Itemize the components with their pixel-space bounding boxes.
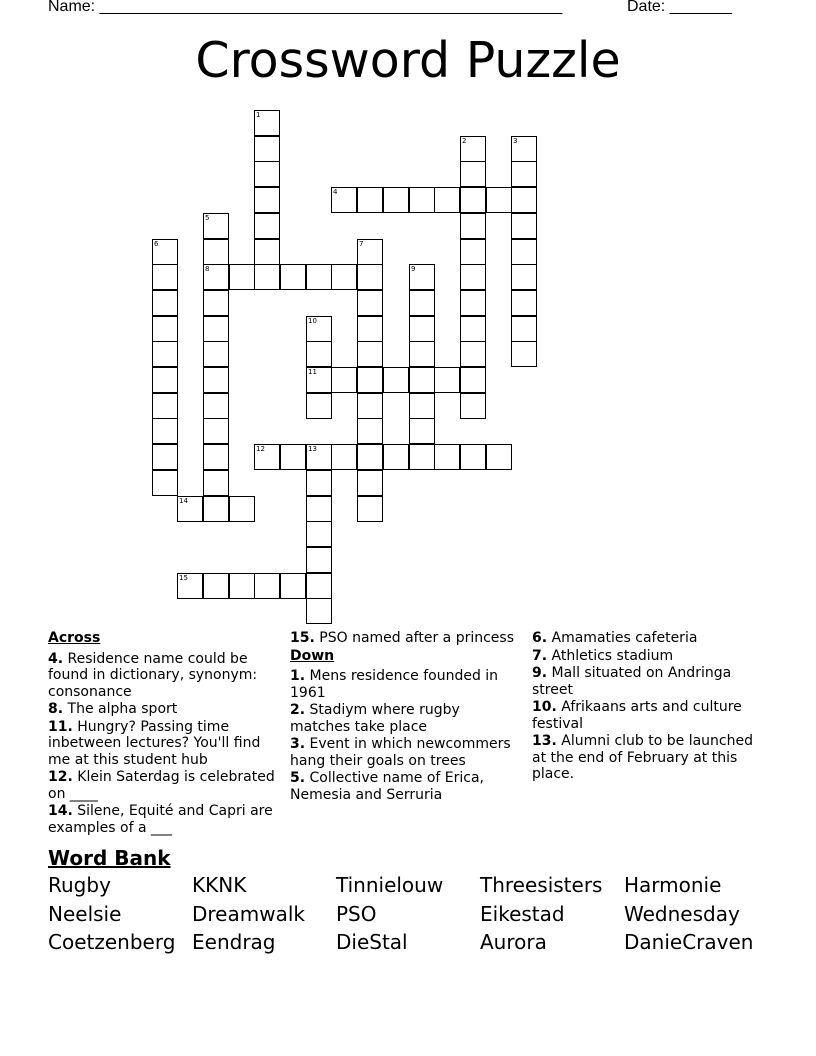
grid-cell[interactable] [409, 341, 435, 367]
grid-cell[interactable] [229, 264, 255, 290]
grid-cell[interactable] [152, 418, 178, 444]
grid-cell[interactable] [511, 290, 537, 316]
page-title: Crossword Puzzle [195, 32, 621, 89]
grid-cell[interactable] [460, 341, 486, 367]
grid-cell[interactable] [203, 573, 229, 599]
clue-number: 5 [205, 214, 210, 222]
clue-number: 12 [256, 445, 265, 453]
grid-cell[interactable] [152, 393, 178, 419]
grid-cell[interactable] [409, 418, 435, 444]
grid-cell[interactable] [203, 470, 229, 496]
grid-cell[interactable] [306, 573, 332, 599]
grid-cell[interactable] [254, 110, 280, 136]
grid-cell[interactable] [306, 444, 332, 470]
down-clue: 5. Collective name of Erica, Nemesia and Serruria [290, 770, 484, 803]
word-bank-item: Eikestad [480, 902, 565, 926]
grid-cell[interactable] [460, 264, 486, 290]
grid-cell[interactable] [511, 136, 537, 162]
clue-number: 13 [308, 445, 317, 453]
word-bank-item: Rugby [48, 873, 111, 897]
grid-cell[interactable] [409, 187, 435, 213]
grid-cell[interactable] [331, 444, 357, 470]
grid-cell[interactable] [203, 239, 229, 265]
clue-number: 1 [256, 111, 261, 119]
down-clue: 13. Alumni club to be launched at the end of February at this place. [532, 733, 753, 782]
grid-cell[interactable] [203, 418, 229, 444]
word-bank-item: Harmonie [624, 873, 722, 897]
grid-cell[interactable] [383, 367, 409, 393]
down-clue: 2. Stadiym where rugby matches take place [290, 702, 460, 735]
grid-cell[interactable] [486, 444, 512, 470]
grid-cell[interactable] [434, 444, 460, 470]
clue-number: 9 [411, 265, 416, 273]
grid-cell[interactable] [203, 496, 229, 522]
clue-number: 15 [179, 574, 188, 582]
down-clue: 9. Mall situated on Andringa street [532, 665, 732, 698]
grid-cell[interactable] [409, 367, 435, 393]
word-bank-item: DanieCraven [624, 930, 754, 954]
grid-cell[interactable] [357, 239, 383, 265]
across-clue: 12. Klein Saterdag is celebrated on ____ [48, 769, 275, 802]
across-clue: 15. PSO named after a princess [290, 630, 515, 646]
grid-cell[interactable] [357, 393, 383, 419]
grid-cell[interactable] [254, 161, 280, 187]
grid-cell[interactable] [254, 187, 280, 213]
grid-cell[interactable] [280, 573, 306, 599]
grid-cell[interactable] [203, 393, 229, 419]
grid-cell[interactable] [357, 341, 383, 367]
grid-cell[interactable] [177, 573, 203, 599]
grid-cell[interactable] [460, 161, 486, 187]
word-bank-item: PSO [336, 902, 377, 926]
grid-cell[interactable] [409, 316, 435, 342]
down-clue: 3. Event in which newcommers hang their goals on trees [290, 736, 511, 769]
grid-cell[interactable] [383, 444, 409, 470]
across-heading: Across [48, 630, 101, 646]
clue-number: 14 [179, 497, 188, 505]
grid-cell[interactable] [409, 444, 435, 470]
grid-cell[interactable] [409, 264, 435, 290]
grid-cell[interactable] [203, 444, 229, 470]
grid-cell[interactable] [152, 367, 178, 393]
grid-cell[interactable] [357, 264, 383, 290]
grid-cell[interactable] [460, 316, 486, 342]
grid-cell[interactable] [254, 136, 280, 162]
grid-cell[interactable] [331, 187, 357, 213]
clue-column-3 [532, 630, 762, 784]
grid-cell[interactable] [203, 264, 229, 290]
clue-column-1 [48, 630, 278, 837]
clue-column-2 [290, 630, 520, 804]
clue-number: 6 [154, 240, 159, 248]
down-clue: 10. Afrikaans arts and culture festival [532, 699, 742, 732]
down-heading: Down [290, 647, 335, 664]
across-clue: 11. Hungry? Passing time inbetween lectures? You'll find me at this student hub [48, 718, 261, 768]
grid-cell[interactable] [331, 264, 357, 290]
grid-cell[interactable] [357, 316, 383, 342]
grid-cell[interactable] [434, 187, 460, 213]
grid-cell[interactable] [460, 136, 486, 162]
grid-cell[interactable] [254, 264, 280, 290]
grid-cell[interactable] [280, 444, 306, 470]
grid-cell[interactable] [306, 367, 332, 393]
clue-number: 4 [333, 188, 338, 196]
down-clue: 7. Athletics stadium [532, 647, 674, 664]
across-clue: 14. Silene, Equité and Capri are examples of a ___ [48, 803, 273, 836]
grid-cell[interactable] [409, 393, 435, 419]
grid-cell[interactable] [152, 341, 178, 367]
grid-cell[interactable] [306, 470, 332, 496]
word-bank-item: Dreamwalk [192, 902, 305, 926]
clue-number: 2 [462, 137, 467, 145]
word-bank-item: Eendrag [192, 930, 276, 954]
grid-cell[interactable] [434, 367, 460, 393]
grid-cell[interactable] [306, 547, 332, 573]
grid-cell[interactable] [357, 290, 383, 316]
word-bank-item: KKNK [192, 873, 247, 897]
grid-cell[interactable] [460, 367, 486, 393]
grid-cell[interactable] [409, 290, 435, 316]
name-line: ____________________________________________________ [99, 0, 563, 15]
word-bank-item: DieStal [336, 930, 408, 954]
date-label: Date: [627, 0, 670, 15]
word-bank-item: Threesisters [480, 873, 603, 897]
grid-cell[interactable] [152, 239, 178, 265]
grid-cell[interactable] [229, 573, 255, 599]
grid-cell[interactable] [511, 187, 537, 213]
word-bank-title: Word Bank [48, 846, 171, 870]
word-bank-item: Wednesday [624, 902, 740, 926]
clue-number: 8 [205, 265, 210, 273]
grid-cell[interactable] [511, 239, 537, 265]
grid-cell[interactable] [357, 187, 383, 213]
grid-cell[interactable] [152, 264, 178, 290]
clue-number: 3 [513, 137, 518, 145]
grid-cell[interactable] [511, 161, 537, 187]
grid-cell[interactable] [511, 341, 537, 367]
grid-cell[interactable] [511, 316, 537, 342]
clue-number: 7 [359, 240, 364, 248]
grid-cell[interactable] [203, 213, 229, 239]
word-bank-item: Coetzenberg [48, 930, 176, 954]
name-label: Name: [48, 0, 100, 15]
grid-cell[interactable] [203, 367, 229, 393]
grid-cell[interactable] [460, 187, 486, 213]
grid-cell[interactable] [203, 290, 229, 316]
grid-cell[interactable] [460, 239, 486, 265]
word-bank-item: Neelsie [48, 902, 122, 926]
grid-cell[interactable] [254, 444, 280, 470]
grid-cell[interactable] [177, 496, 203, 522]
grid-cell[interactable] [511, 213, 537, 239]
grid-cell[interactable] [460, 393, 486, 419]
grid-cell[interactable] [306, 393, 332, 419]
grid-cell[interactable] [511, 264, 537, 290]
grid-cell[interactable] [152, 444, 178, 470]
grid-cell[interactable] [486, 187, 512, 213]
grid-cell[interactable] [357, 367, 383, 393]
grid-cell[interactable] [357, 444, 383, 470]
across-clue: 8. The alpha sport [48, 701, 178, 717]
grid-cell[interactable] [460, 444, 486, 470]
grid-cell[interactable] [460, 290, 486, 316]
down-clue: 6. Amamaties cafeteria [532, 630, 698, 646]
grid-cell[interactable] [357, 496, 383, 522]
grid-cell[interactable] [203, 341, 229, 367]
word-bank-item: Tinnielouw [336, 873, 444, 897]
clue-number: 11 [308, 368, 317, 376]
down-clue: 1. Mens residence founded in 1961 [290, 668, 499, 701]
word-bank-item: Aurora [480, 930, 547, 954]
grid-cell[interactable] [306, 598, 332, 624]
grid-cell[interactable] [254, 213, 280, 239]
grid-cell[interactable] [254, 239, 280, 265]
grid-cell[interactable] [357, 418, 383, 444]
across-clue: 4. Residence name could be found in dictionary, synonym: consonance [48, 650, 258, 700]
grid-cell[interactable] [203, 316, 229, 342]
grid-cell[interactable] [280, 264, 306, 290]
grid-cell[interactable] [306, 496, 332, 522]
grid-cell[interactable] [152, 316, 178, 342]
grid-cell[interactable] [331, 367, 357, 393]
grid-cell[interactable] [306, 521, 332, 547]
clue-number: 10 [308, 317, 317, 325]
grid-cell[interactable] [229, 496, 255, 522]
grid-cell[interactable] [152, 470, 178, 496]
grid-cell[interactable] [152, 290, 178, 316]
grid-cell[interactable] [306, 341, 332, 367]
grid-cell[interactable] [460, 213, 486, 239]
grid-cell[interactable] [306, 264, 332, 290]
grid-cell[interactable] [357, 470, 383, 496]
date-line: _______ [669, 0, 732, 15]
grid-cell[interactable] [383, 187, 409, 213]
grid-cell[interactable] [254, 573, 280, 599]
grid-cell[interactable] [306, 316, 332, 342]
